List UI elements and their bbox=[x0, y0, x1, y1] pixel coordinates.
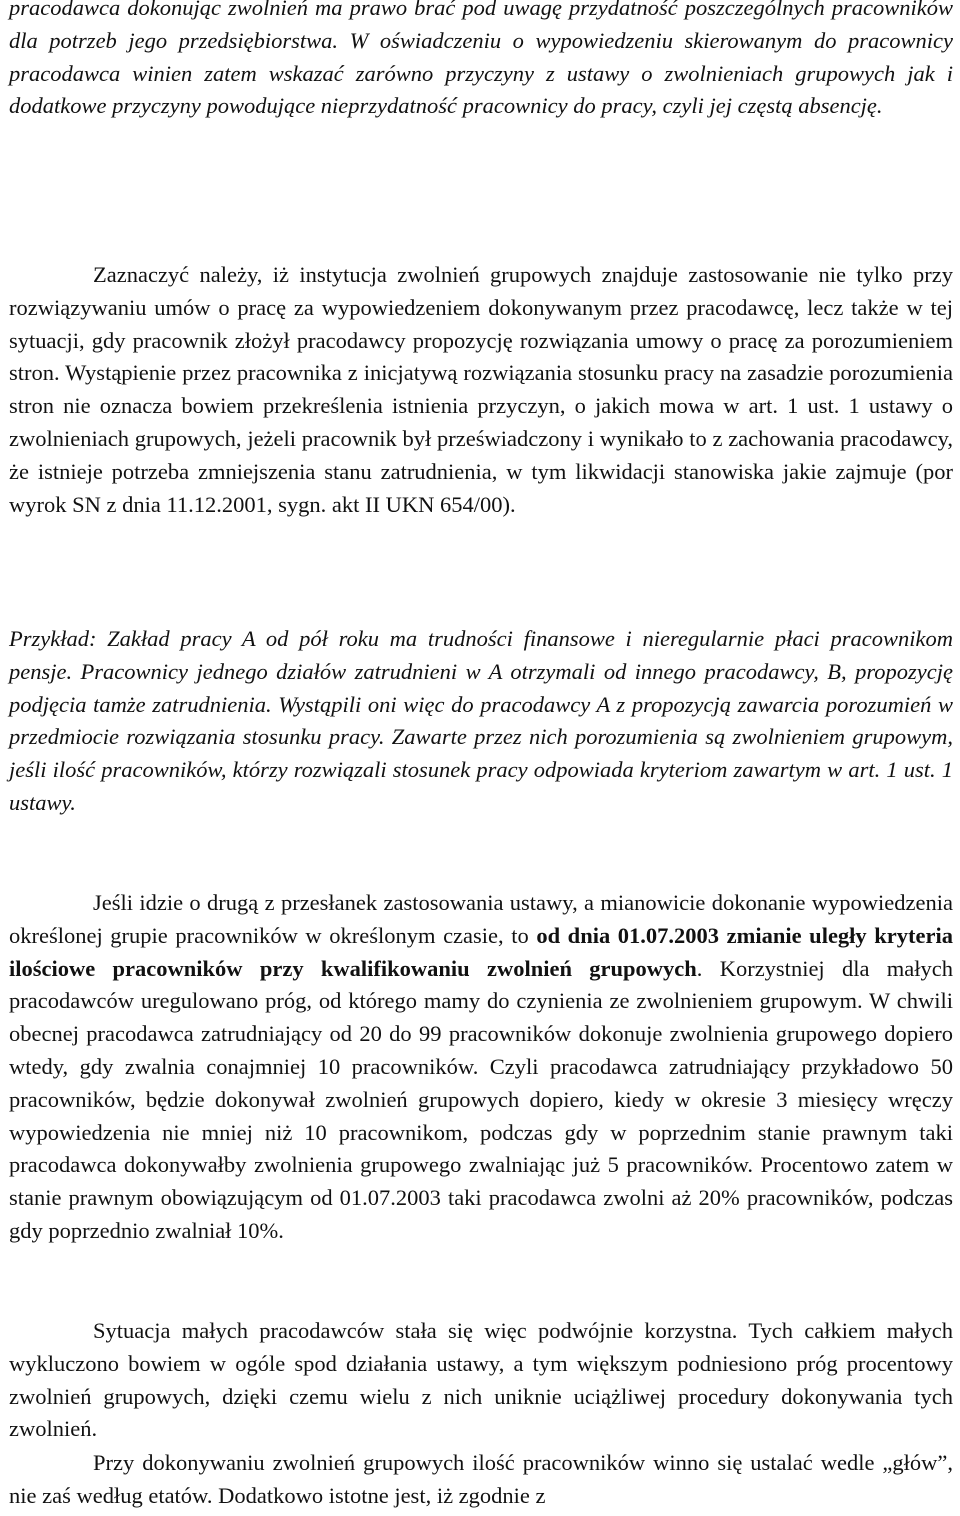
paragraph-1: pracodawca dokonując zwolnień ma prawo brać pod uwagę przydatność poszczególnych pracowników dla potrzeb jego przedsiębiorstwa. W oświadczeniu o wypowiedzeniu skierowanym do pracownicy pracodawca winien zatem wskazać zarówno przyczyny z ustawy o zwolnieniach grupowych jak i dodatkowe przyczyny powodujące nieprzydatność pracownicy do pracy, czyli jej częstą absencję. bbox=[9, 0, 953, 119]
paragraph-4 bbox=[9, 887, 953, 1248]
paragraph-6: Przy dokonywaniu zwolnień grupowych ilość pracowników winno się ustalać wedle „głów”, nie zaś według etatów. Dodatkowo istotne jest, iż zgodnie z bbox=[9, 1450, 953, 1508]
paragraph-4-start: Jeśli idzie o drugą z przesłanek zastosowania ustawy, a mianowicie dokonanie wypowiedzenia określonej grupie pracowników w określonym czasie, to bbox=[9, 890, 953, 948]
paragraph-5: Sytuacja małych pracodawców stała się więc podwójnie korzystna. Tych całkiem małych wykluczono bowiem w ogóle spod działania ustawy, a tym większym podniesiono próg procentowy zwolnień grupowych, dzięki czemu wielu z nich uniknie uciążliwej procedury dokonywania tych zwolnień. bbox=[9, 1318, 953, 1442]
paragraph-4-bold-emphasis: od dnia 01.07.2003 zmianie uległy kryteria ilościowe pracowników przy kwalifikowaniu zwolnień grupowych bbox=[9, 922, 953, 981]
paragraph-2: Zaznaczyć należy, iż instytucja zwolnień grupowych znajduje zastosowanie nie tylko przy rozwiązywaniu umów o pracę za wypowiedzeniem dokonywanym przez pracodawcę, lecz także w tej sytuacji, gdy pracownik złożył pracodawcy propozycję rozwiązania umowy o pracę za porozumieniem stron. Wystąpienie przez pracownika z inicjatywą rozwiązania stosunku pracy na zasadzie porozumienia stron nie oznacza bowiem przekreślenia istnienia przyczyn, o jakich mowa w art. 1 ust. 1 ustawy o zwolnieniach grupowych, jeżeli pracownik był przeświadczony i wynikało to z zachowania pracodawcy, że istnieje potrzeba zmniejszenia stanu zatrudnienia, w tym likwidacji stanowiska jakie zajmuje (por wyrok SN z dnia 11.12.2001, sygn. akt II UKN 654/00). bbox=[9, 262, 953, 517]
example-paragraph: Przykład: Zakład pracy A od pół roku ma trudności finansowe i nieregularnie płaci pracownikom pensje. Pracownicy jednego działów zatrudnieni w A otrzymali od innego pracodawcy, B, propozycję podjęcia tamże zatrudnienia. Wystąpili oni więc do pracodawcy A z propozycją zawarcia porozumień w przedmiocie rozwiązania stosunku pracy. Zawarte przez nich porozumienia są zwolnieniem grupowym, jeśli ilość pracowników, którzy rozwiązali stosunek pracy odpowiada kryteriom zawartym w art. 1 ust. 1 ustawy. bbox=[9, 626, 953, 815]
paragraph-4-end: . Korzystniej dla małych pracodawców uregulowano próg, od którego mamy do czynienia ze zwolnieniem grupowym. W chwili obecnej pracodawca zatrudniający od 20 do 99 pracowników dokonuje zwolnienia grupowego dopiero wtedy, gdy zwalnia conajmniej 10 pracowników. Czyli pracodawca zatrudniający przykładowo 50 pracowników, będzie dokonywał zwolnień grupowych dopiero, kiedy w okresie 3 miesięcy wręczy wypowiedzenia nie mniej niż 10 pracownikom, podczas gdy w poprzednim stanie prawnym taki pracodawca dokonywałby zwolnienia grupowego zwalniając już 5 pracowników. Procentowo zatem w stanie prawnym obowiązującym od 01.07.2003 taki pracodawca zwolni aż 20% pracowników, podczas gdy poprzednio zwalniał 10%. bbox=[9, 955, 953, 1243]
